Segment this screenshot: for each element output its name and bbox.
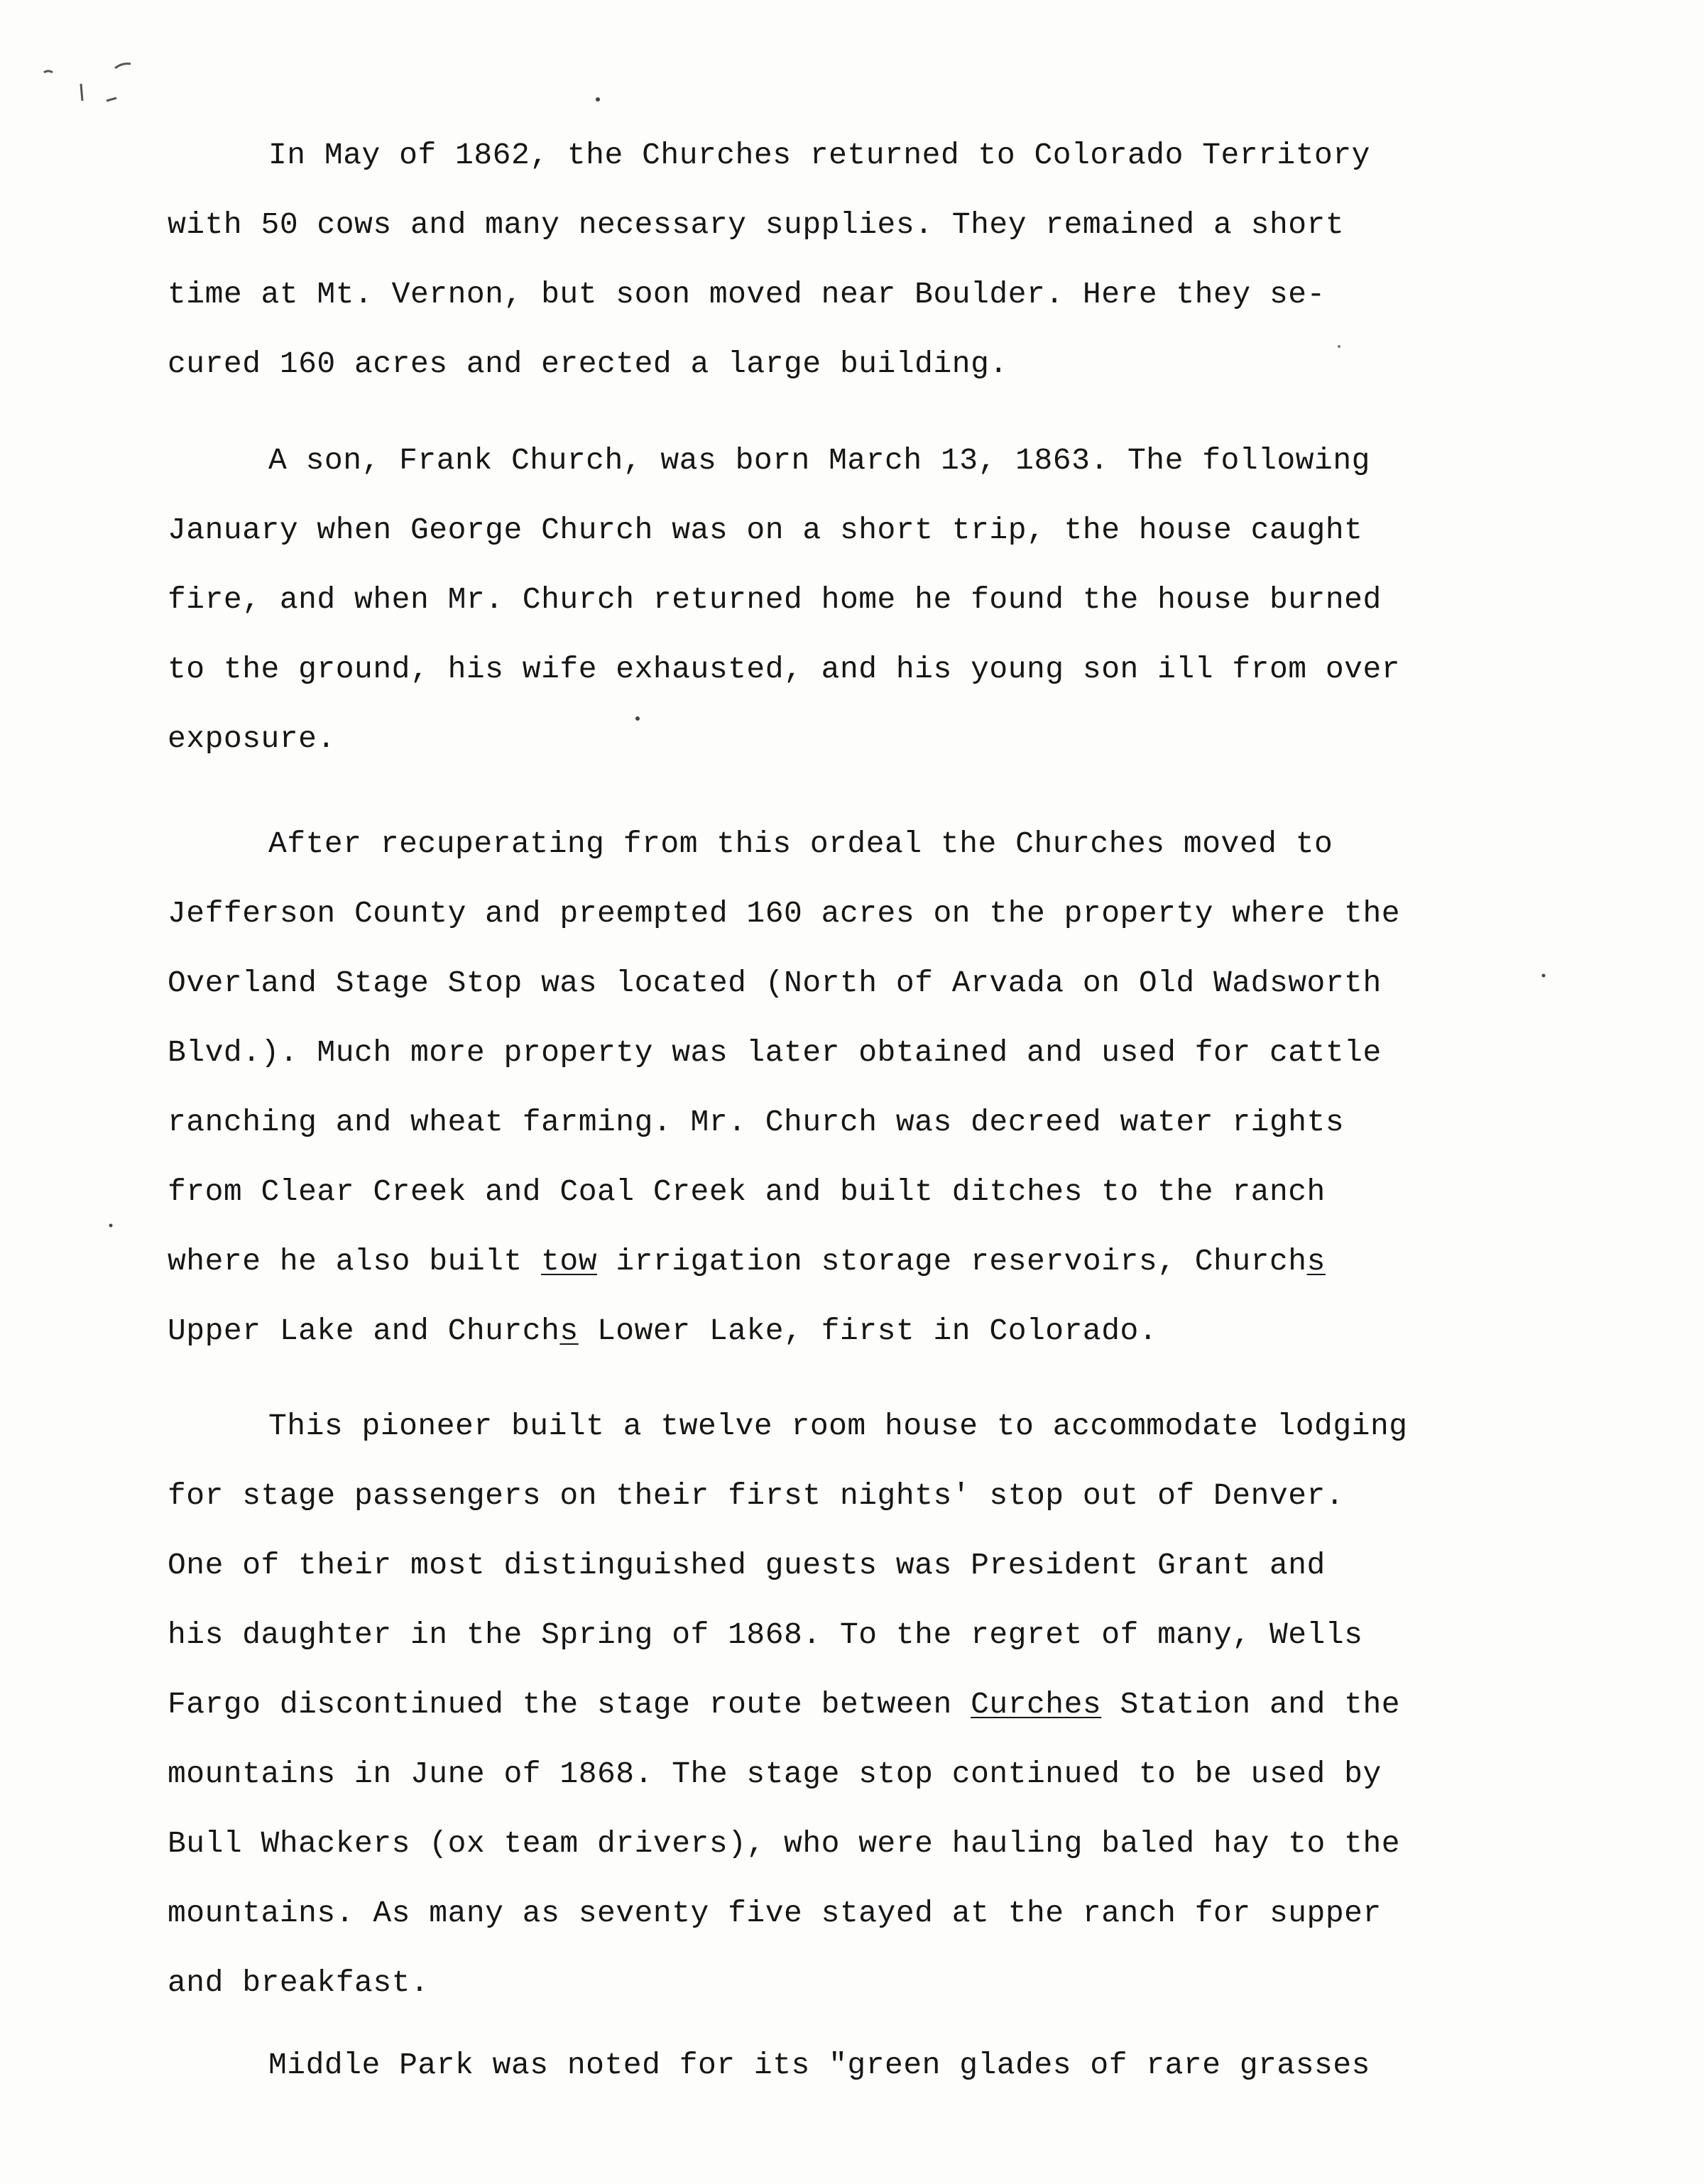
text-line: One of their most distinguished guests was President Grant and xyxy=(168,1548,1326,1583)
text-line: cured 160 acres and erected a large building. xyxy=(168,346,1008,381)
text-line: time at Mt. Vernon, but soon moved near Boulder. Here they se- xyxy=(168,277,1326,312)
text-line: his daughter in the Spring of 1868. To the regret of many, Wells xyxy=(168,1617,1363,1652)
text-line: exposure. xyxy=(168,721,336,756)
text-line: A son, Frank Church, was born March 13, 1863. The following xyxy=(268,443,1370,478)
text-line: mountains in June of 1868. The stage stop continued to be used by xyxy=(168,1757,1382,1791)
text-line: January when George Church was on a short trip, the house caught xyxy=(168,513,1363,547)
text-segment: Station and the xyxy=(1101,1687,1401,1722)
underlined-word: s xyxy=(559,1314,579,1348)
text-segment: where he also built xyxy=(168,1244,542,1279)
text-line: In May of 1862, the Churches returned to Colorado Territory xyxy=(268,138,1370,173)
text-line xyxy=(168,1296,1580,1366)
speck-dot xyxy=(109,1224,113,1228)
text-segment: Fargo discontinued the stage route between xyxy=(168,1687,971,1722)
paragraph-5 xyxy=(168,2031,1580,2100)
paragraph-4 xyxy=(168,1392,1580,2018)
underlined-word: Curches xyxy=(971,1687,1102,1722)
text-line: ranching and wheat farming. Mr. Church was decreed water rights xyxy=(168,1105,1345,1140)
corner-smudge-mark xyxy=(44,64,131,101)
text-line: from Clear Creek and Coal Creek and built ditches to the ranch xyxy=(168,1174,1326,1209)
speck-dot xyxy=(596,97,600,102)
underlined-word: s xyxy=(1306,1244,1326,1279)
text-line: This pioneer built a twelve room house to accommodate lodging xyxy=(268,1409,1408,1443)
text-line: Bull Whackers (ox team drivers), who were hauling baled hay to the xyxy=(168,1826,1401,1861)
text-line: mountains. As many as seventy five stayed at the ranch for supper xyxy=(168,1896,1382,1931)
text-line: Middle Park was noted for its "green glades of rare grasses xyxy=(268,2048,1370,2082)
text-line: with 50 cows and many necessary supplies. They remained a short xyxy=(168,207,1345,242)
paragraph-1 xyxy=(168,121,1580,399)
text-line: to the ground, his wife exhausted, and his young son ill from over xyxy=(168,652,1401,687)
text-line: Blvd.). Much more property was later obtained and used for cattle xyxy=(168,1035,1382,1070)
text-line xyxy=(168,1670,1580,1740)
text-segment: irrigation storage reservoirs, Church xyxy=(597,1244,1307,1279)
text-segment: Lower Lake, first in Colorado. xyxy=(578,1314,1158,1348)
text-line xyxy=(168,1227,1580,1296)
text-line: and breakfast. xyxy=(168,1965,430,2000)
text-line: fire, and when Mr. Church returned home he found the house burned xyxy=(168,582,1382,617)
underlined-word: tow xyxy=(541,1244,598,1279)
text-line: for stage passengers on their first nights' stop out of Denver. xyxy=(168,1478,1345,1513)
text-line: Jefferson County and preempted 160 acres on the property where the xyxy=(168,896,1401,931)
paragraph-3 xyxy=(168,809,1580,1366)
paragraph-2 xyxy=(168,426,1580,774)
text-segment: Upper Lake and Church xyxy=(168,1314,560,1348)
text-line: After recuperating from this ordeal the Churches moved to xyxy=(268,826,1333,861)
text-line: Overland Stage Stop was located (North of Arvada on Old Wadsworth xyxy=(168,966,1382,1000)
